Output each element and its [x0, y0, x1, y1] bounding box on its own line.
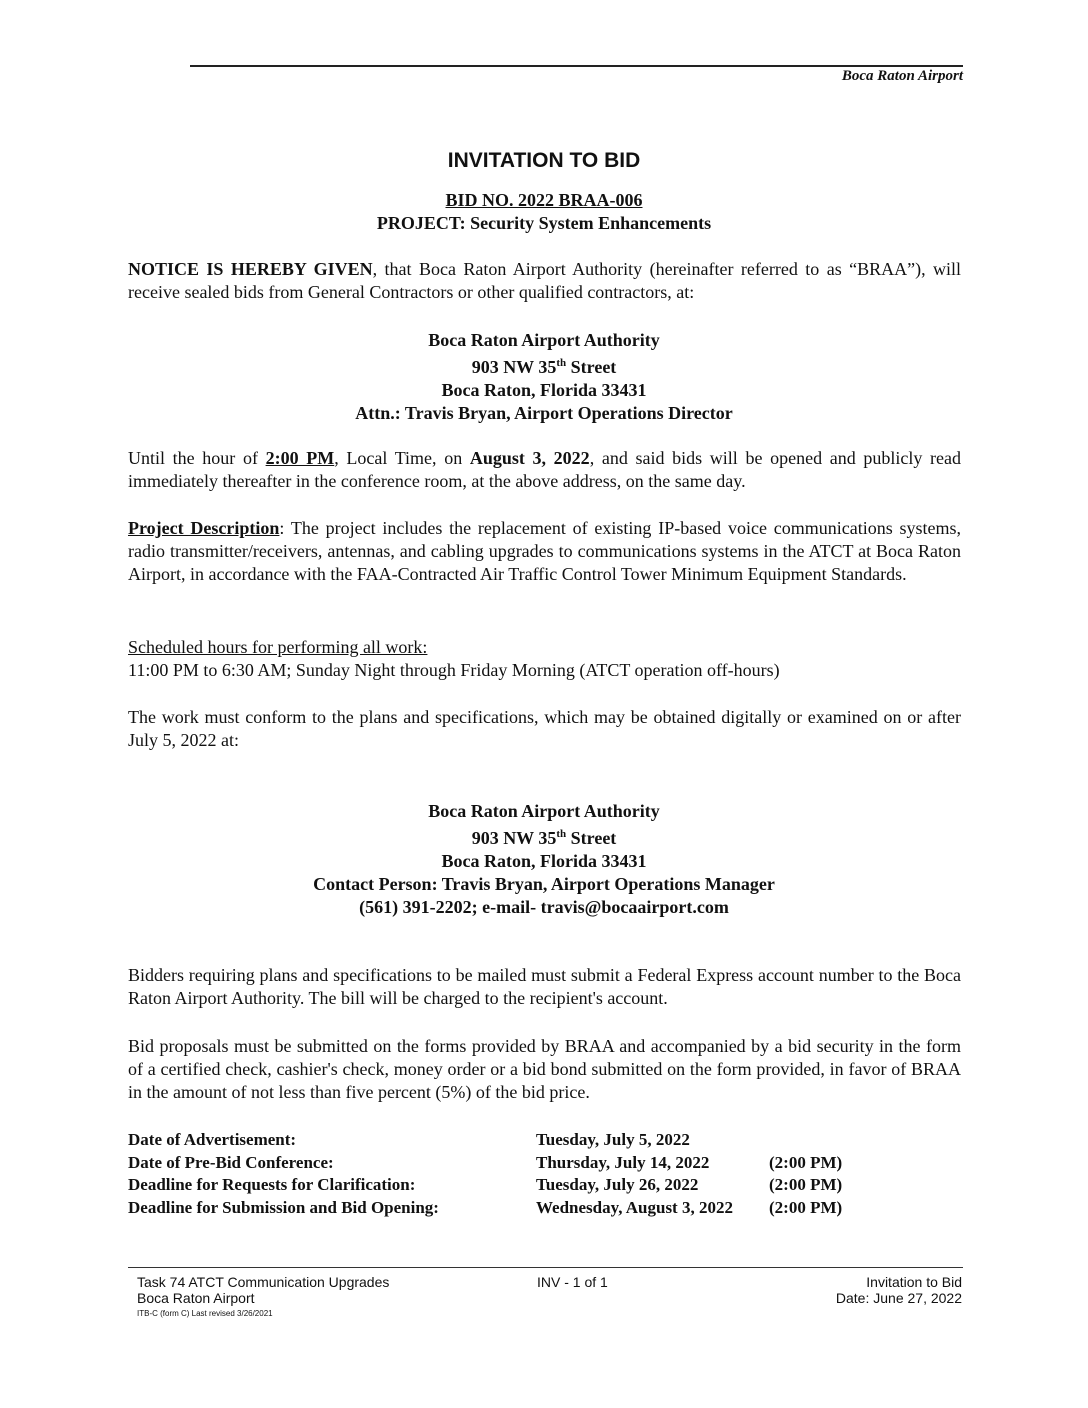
footer-page-number: INV - 1 of 1	[537, 1274, 608, 1290]
address1-line1: Boca Raton Airport Authority	[428, 330, 660, 350]
scheduled-hours-label: Scheduled hours for performing all work:	[128, 637, 428, 657]
proposal-paragraph: Bid proposals must be submitted on the forms provided by BRAA and accompanied by a bid security in the form of a certified check, cashier's check, money order or a bid bond submitted on the form provided, in favor of BRAA in the amount of not less than five percent (5%) of the bid price.	[128, 1036, 961, 1102]
footer-rule	[128, 1267, 963, 1268]
date-time: (2:00 PM)	[769, 1197, 843, 1217]
address2-line2: 903 NW 35th Street	[471, 828, 617, 848]
footer-right	[836, 1274, 962, 1306]
opening-date: August 3, 2022	[469, 448, 590, 468]
footer-form-revision: ITB-C (form C) Last revised 3/26/2021	[137, 1309, 273, 1318]
address-block-2	[0, 800, 1088, 919]
scheduled-hours	[128, 636, 961, 682]
mailing-paragraph: Bidders requiring plans and specifications to be mailed must submit a Federal Express account number to the Boca Raton Airport Authority. The bill will be charged to the recipient's account.	[128, 965, 961, 1008]
address-block-1	[0, 329, 1088, 425]
footer-doc-title: Invitation to Bid	[866, 1274, 962, 1290]
scheduled-hours-text: 11:00 PM to 6:30 AM; Sunday Night through Friday Morning (ATCT operation off-hours)	[128, 660, 780, 680]
header-airport-name: Boca Raton Airport	[841, 68, 963, 84]
footer-date: Date: June 27, 2022	[835, 1290, 962, 1306]
plans-paragraph: The work must conform to the plans and specifications, which may be obtained digitally or examined on or after July 5, 2022 at:	[128, 707, 961, 750]
date-label: Date of Pre-Bid Conference:	[128, 1152, 334, 1172]
date-time: (2:00 PM)	[769, 1175, 843, 1194]
date-value: Tuesday, July 26, 2022	[536, 1175, 699, 1194]
date-label: Deadline for Submission and Bid Opening:	[128, 1197, 439, 1217]
date-label: Deadline for Requests for Clarification:	[128, 1175, 416, 1194]
address1-line4: Attn.: Travis Bryan, Airport Operations Director	[355, 403, 733, 423]
page-title: INVITATION TO BID	[447, 149, 641, 172]
date-label: Date of Advertisement:	[128, 1130, 297, 1149]
address2-contact: (561) 391-2202; e-mail- travis@bocaairport.com	[359, 897, 729, 917]
date-value: Tuesday, July 5, 2022	[536, 1130, 690, 1149]
notice-paragraph	[128, 258, 961, 304]
notice-lead: NOTICE IS HEREBY GIVEN	[128, 259, 373, 279]
notice-text: , that Boca Raton Airport Authority (hereinafter referred to as “BRAA”), will receive sealed bids from General Contractors or other qualified contractors, at:	[128, 259, 962, 302]
header-rule	[190, 65, 963, 67]
opening-time: 2:00 PM	[265, 448, 335, 468]
date-value: Thursday, July 14, 2022	[536, 1152, 710, 1172]
address1-line3: Boca Raton, Florida 33431	[441, 380, 647, 400]
footer-airport: Boca Raton Airport	[137, 1290, 255, 1306]
address2-line4: Contact Person: Travis Bryan, Airport Operations Manager	[313, 874, 775, 894]
project-description	[128, 517, 961, 586]
opening-paragraph: Until the hour of 2:00 PM, Local Time, on August 3, 2022, and said bids will be opened and publicly read immediately thereafter in the conference room, at the above address, on the same day.	[128, 448, 961, 491]
date-value: Wednesday, August 3, 2022	[536, 1197, 733, 1217]
date-time: (2:00 PM)	[769, 1152, 843, 1172]
project-name: PROJECT: Security System Enhancements	[376, 213, 712, 233]
project-description-label: Project Description	[128, 518, 280, 538]
footer-left	[137, 1274, 389, 1306]
address2-line3: Boca Raton, Florida 33431	[441, 851, 647, 871]
bid-number: BID NO. 2022 BRAA-006	[445, 190, 643, 210]
footer-task: Task 74 ATCT Communication Upgrades	[137, 1274, 390, 1290]
project-description-text: : The project includes the replacement of existing IP-based voice communications systems, radio transmitter/receivers, antennas, and cabling upgrades to communications systems in the ATCT at Boca Raton Airport, in accordance with the FAA-Contracted Air Traffic Control Tower Minimum Equipment Standards.	[128, 518, 961, 584]
address2-line1: Boca Raton Airport Authority	[428, 801, 660, 821]
address1-line2: 903 NW 35th Street	[471, 357, 617, 377]
